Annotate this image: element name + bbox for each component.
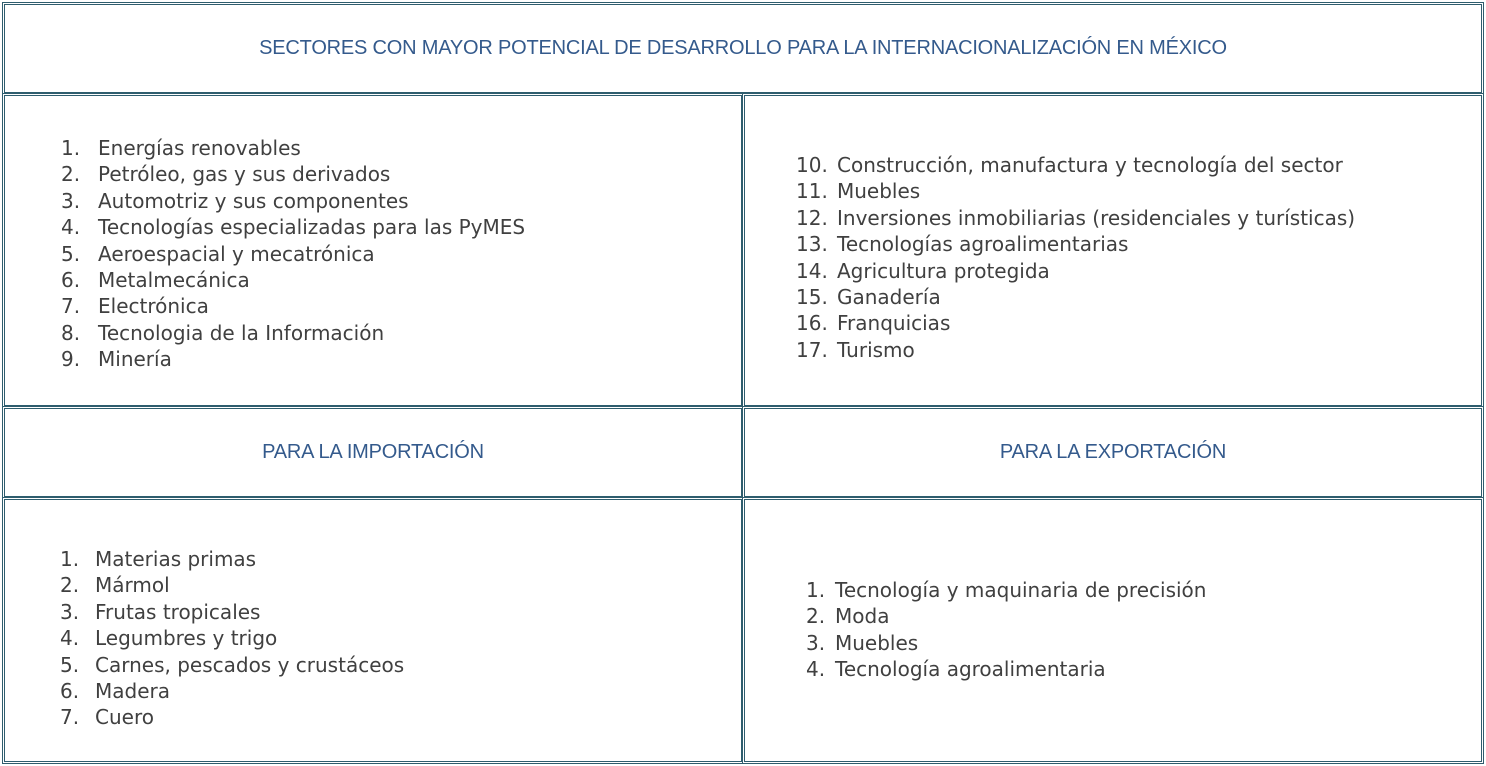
export-list	[806, 577, 1206, 683]
list-item-number: 4.	[60, 626, 80, 651]
import-list	[60, 546, 404, 731]
list-item-number: 3.	[60, 599, 80, 624]
list-item-number: 14.	[796, 258, 828, 283]
list-item-text: Automotriz y sus componentes	[98, 188, 409, 213]
list-item-text: Muebles	[837, 179, 921, 204]
sectors-left-list	[61, 135, 525, 373]
list-item-text: Frutas tropicales	[95, 599, 261, 624]
list-item	[796, 205, 1355, 231]
list-item-number: 2.	[806, 604, 826, 629]
list-item-text: Tecnologías agroalimentarias	[837, 232, 1129, 257]
list-item	[61, 188, 525, 214]
list-item-number: 6.	[61, 268, 81, 293]
list-item-text: Tecnología y maquinaria de precisión	[835, 578, 1207, 602]
list-item-number: 12.	[796, 205, 828, 230]
list-item-number: 6.	[60, 679, 80, 704]
list-item-text: Moda	[835, 604, 890, 629]
sectors-right-list	[796, 152, 1355, 363]
list-item-number: 5.	[61, 241, 81, 266]
sectors-right-cell	[742, 93, 1484, 408]
list-item	[796, 178, 1355, 204]
list-item-text: Muebles	[835, 630, 919, 655]
list-item-text: Franquicias	[837, 311, 951, 336]
table-title	[2, 2, 1484, 95]
export-header	[742, 406, 1484, 499]
list-item-text: Ganadería	[837, 285, 941, 310]
import-header-text: PARA LA IMPORTACIÓN	[262, 441, 484, 463]
list-item	[796, 231, 1355, 257]
list-item-number: 2.	[60, 573, 80, 598]
list-item	[796, 152, 1355, 178]
list-item	[806, 577, 1206, 603]
list-item	[61, 241, 525, 267]
list-item-text: Cuero	[95, 705, 154, 730]
table-title-text: SECTORES CON MAYOR POTENCIAL DE DESARROLLO PARA LA INTERNACIONALIZACIÓN EN MÉXICO	[259, 37, 1227, 59]
list-item	[796, 310, 1355, 336]
list-item-number: 5.	[60, 652, 80, 677]
list-item	[806, 630, 1206, 656]
list-item-number: 13.	[796, 232, 828, 257]
list-item-text: Tecnologías especializadas para las PyMES	[98, 215, 526, 240]
list-item	[60, 599, 404, 625]
list-item	[796, 284, 1355, 310]
list-item-number: 4.	[806, 657, 826, 682]
list-item	[61, 346, 525, 372]
list-item	[60, 704, 404, 730]
list-item-number: 16.	[796, 311, 828, 336]
list-item-number: 15.	[796, 285, 828, 310]
list-item-number: 1.	[806, 578, 826, 602]
import-cell	[2, 497, 744, 764]
import-header	[2, 406, 744, 499]
list-item	[60, 572, 404, 598]
list-item-number: 11.	[796, 179, 828, 204]
list-item-text: Metalmecánica	[98, 268, 250, 293]
list-item	[61, 267, 525, 293]
list-item-number: 3.	[61, 188, 81, 213]
list-item-text: Legumbres y trigo	[95, 626, 278, 651]
list-item	[60, 625, 404, 651]
list-item	[796, 337, 1355, 363]
list-item-number: 4.	[61, 215, 81, 240]
list-item-text: Mármol	[95, 573, 170, 598]
list-item-number: 8.	[61, 320, 81, 345]
list-item	[61, 135, 525, 161]
list-item-number: 10.	[796, 153, 828, 177]
list-item	[61, 214, 525, 240]
list-item	[60, 678, 404, 704]
export-header-text: PARA LA EXPORTACIÓN	[999, 441, 1227, 463]
sectors-table	[2, 2, 1484, 764]
sectors-left-cell	[2, 93, 744, 408]
export-cell	[742, 497, 1484, 764]
list-item-number: 7.	[60, 705, 80, 730]
list-item-text: Agricultura protegida	[837, 258, 1050, 283]
list-item-text: Energías renovables	[98, 136, 301, 160]
list-item	[60, 652, 404, 678]
list-item	[806, 656, 1206, 682]
list-item-text: Turismo	[837, 337, 915, 362]
list-item-text: Carnes, pescados y crustáceos	[95, 652, 405, 677]
list-item-text: Minería	[98, 347, 172, 372]
list-item-number: 2.	[61, 162, 81, 187]
list-item	[61, 161, 525, 187]
list-item-number: 3.	[806, 630, 826, 655]
list-item-number: 1.	[60, 547, 80, 571]
list-item	[796, 258, 1355, 284]
list-item-text: Petróleo, gas y sus derivados	[98, 162, 391, 187]
list-item-text: Tecnologia de la Información	[98, 320, 385, 345]
list-item-text: Electrónica	[98, 294, 209, 319]
list-item-number: 17.	[796, 337, 828, 362]
list-item-text: Inversiones inmobiliarias (residenciales y turísticas)	[837, 205, 1356, 230]
list-item	[60, 546, 404, 572]
list-item-text: Aeroespacial y mecatrónica	[98, 241, 375, 266]
list-item-number: 1.	[61, 136, 81, 160]
list-item	[61, 320, 525, 346]
list-item-text: Materias primas	[95, 547, 257, 571]
list-item-number: 7.	[61, 294, 81, 319]
list-item	[806, 603, 1206, 629]
list-item	[61, 293, 525, 319]
list-item-text: Madera	[95, 679, 170, 704]
list-item-text: Construcción, manufactura y tecnología del sector	[837, 153, 1343, 177]
list-item-number: 9.	[61, 347, 81, 372]
list-item-text: Tecnología agroalimentaria	[835, 657, 1106, 682]
